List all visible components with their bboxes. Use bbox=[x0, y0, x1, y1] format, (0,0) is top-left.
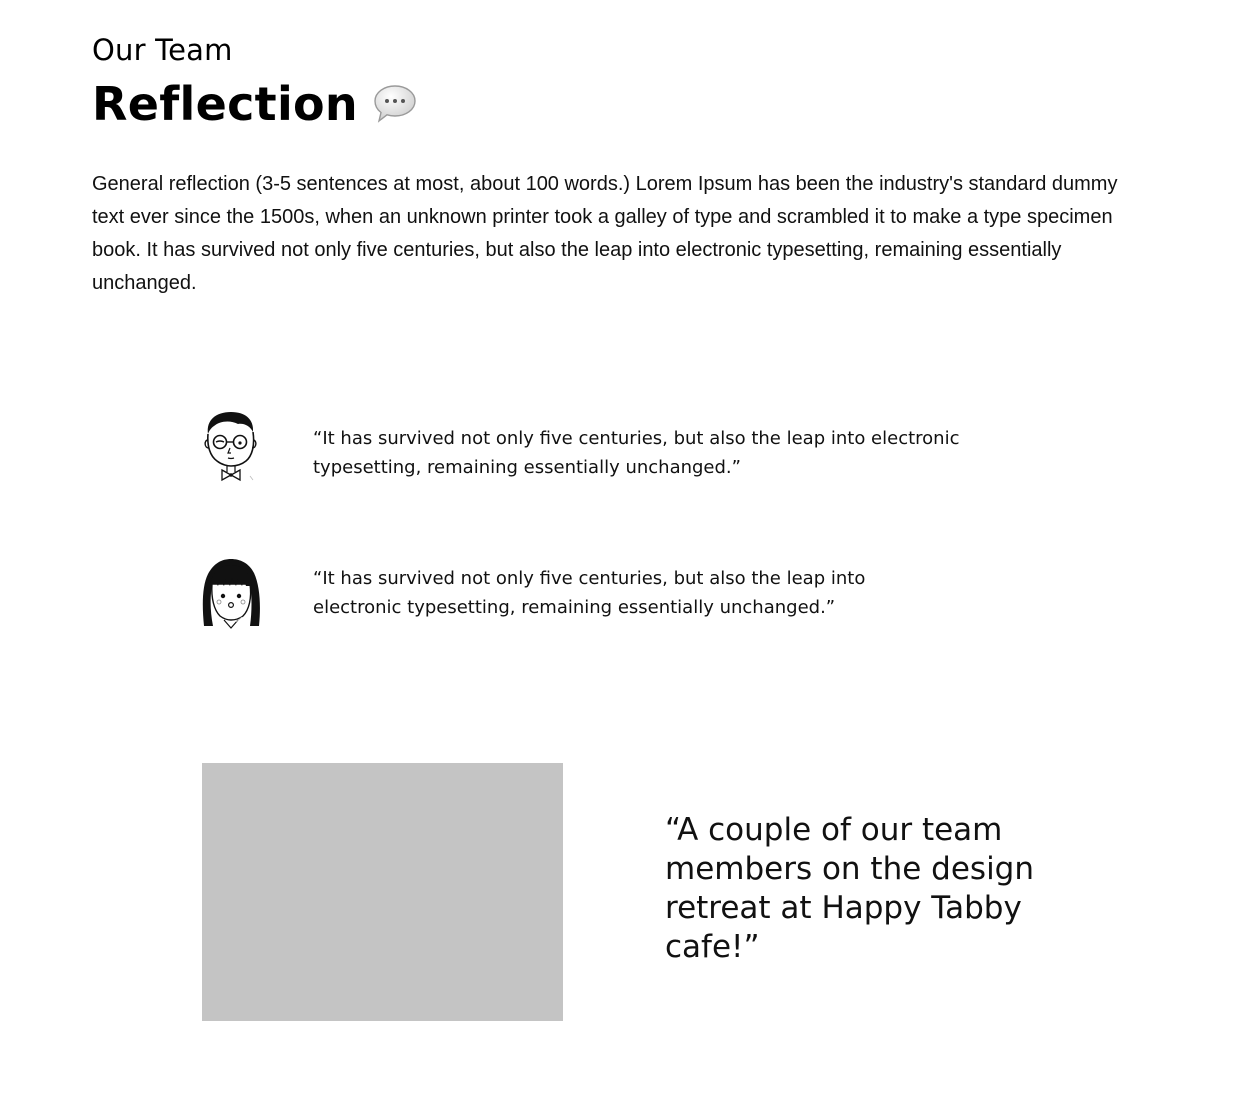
speech-bubble-icon bbox=[372, 82, 418, 128]
man-with-glasses-avatar bbox=[200, 410, 262, 484]
general-reflection-text: General reflection (3-5 sentences at most, about 100 words.) Lorem Ipsum has been the industry's standard dummy text ever since the 1500s, when an unknown printer took a galley of type and scrambled it to make a type specimen book. It has survived not only five centuries, but also the leap into electronic typesetting, remaining essentially unchanged. bbox=[92, 173, 1118, 294]
quote-text: “It has survived not only five centuries, but also the leap into electronic typesetting, remaining essentially unchanged.” bbox=[313, 428, 960, 478]
title-row bbox=[92, 74, 418, 134]
section-eyebrow: Our Team bbox=[92, 33, 233, 67]
team-quote bbox=[200, 410, 1060, 484]
quote-text: “It has survived not only five centuries, but also the leap into electronic typesetting, remaining essentially unchanged.” bbox=[313, 568, 866, 618]
team-photo-placeholder bbox=[202, 763, 563, 1021]
team-quote bbox=[200, 556, 1060, 630]
page-title: Reflection bbox=[92, 77, 358, 131]
woman-with-bangs-avatar bbox=[200, 556, 262, 630]
photo-caption: “A couple of our team members on the design retreat at Happy Tabby cafe!” bbox=[665, 812, 1035, 965]
page-header bbox=[92, 30, 418, 134]
